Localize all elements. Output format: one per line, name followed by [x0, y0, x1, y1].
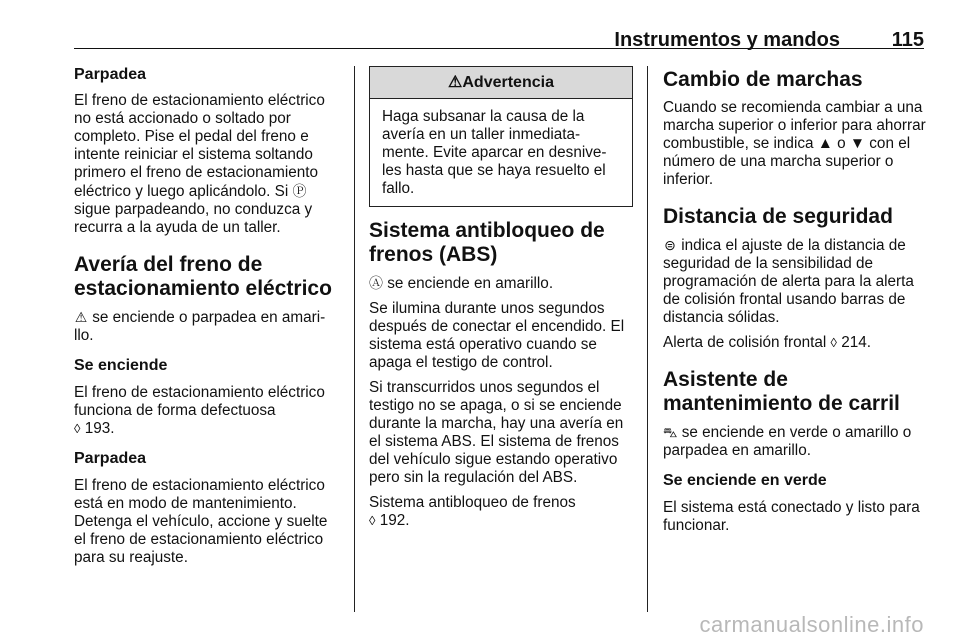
watermark: carmanualsonline.info [699, 612, 924, 637]
warning-icon: ⚠ [448, 74, 463, 91]
abs-paragraph-1: Ⓐ se enciende en amarillo. [369, 275, 554, 292]
averia-paragraph: ⚠ se enciende o parpadea en amari- llo. [74, 309, 326, 344]
warning-text: Haga subsanar la causa de la avería en un taller inmediata- mente. Evite aparcar en desnive- les hasta que se haya resuelto el fallo. [382, 108, 607, 197]
parpadea-paragraph-2: El freno de estacionamiento eléctrico está en modo de mantenimiento. Detenga el vehículo, accione y suelte el freno de estacionamiento eléctrico para su reajuste. [74, 477, 328, 566]
abs-paragraph-3: Si transcurridos unos segundos el testigo no se apaga, o si se enciende durante la marcha, hay una avería en el sistema ABS. El sistema de frenos del vehículo sigue estando operativo pero sin la regulación del ABS. [369, 379, 624, 486]
parpadea-paragraph: El freno de estacionamiento eléctrico no está accionado o soltado por completo. Pise el pedal del freno e intente reiniciar el sistema soltando primero el freno de estacionamiento eléctrico y luego aplicándolo. Si Ⓟ sigue parpadeando, no conduzca y recurra a la ayuda de un taller. [74, 92, 325, 236]
se-enciende-heading: Se enciende [74, 357, 168, 374]
column-2 [369, 66, 633, 537]
page-number: 115 [891, 29, 924, 51]
distance-heading: Distancia de seguridad [663, 205, 893, 228]
gear-paragraph: Cuando se recomienda cambiar a una marcha superior o inferior para ahorrar combustible, se indica ▲ o ▼ con el número de una marcha superior o inferior. [663, 99, 926, 188]
abs-heading: Sistema antibloqueo de frenos (ABS) [369, 219, 605, 266]
header-rule [74, 48, 924, 49]
warning-box [369, 66, 633, 207]
lane-sub-paragraph: El sistema está conectado y listo para funcionar. [663, 499, 920, 534]
brake-fault-icon: ⚠ [74, 309, 88, 325]
page-ref-arrow-icon: ◊ [369, 513, 376, 528]
warning-header [370, 67, 632, 99]
abs-icon: Ⓐ [369, 275, 383, 291]
abs-paragraph-4: Sistema antibloqueo de frenos ◊ 192. [369, 494, 576, 529]
se-enciende-paragraph: El freno de estacionamiento eléctrico funciona de forma defectuosa ◊ 193. [74, 384, 325, 437]
column-divider-2 [647, 66, 648, 612]
distance-paragraph-2: Alerta de colisión frontal ◊ 214. [663, 334, 871, 351]
warning-title: Advertencia [462, 74, 554, 91]
abs-paragraph-2: Se ilumina durante unos segundos después de conectar el encendido. El sistema está operativo cuando se apaga el testigo de control. [369, 300, 625, 371]
column-divider-1 [354, 66, 355, 612]
lane-heading: Asistente de mantenimiento de carril [663, 368, 900, 415]
page-ref-arrow-icon: ◊ [830, 335, 837, 350]
parpadea-heading: Parpadea [74, 66, 147, 83]
column-1 [74, 66, 342, 574]
following-distance-icon: ⊜ [664, 237, 676, 253]
parking-brake-icon: Ⓟ [292, 183, 307, 199]
page-ref-link[interactable]: 214. [841, 334, 871, 351]
column-3 [663, 66, 927, 542]
averia-heading: Avería del freno de estacionamiento eléctrico [74, 253, 332, 300]
page-ref-arrow-icon: ◊ [74, 421, 81, 436]
lane-keep-icon: ⛍ [663, 424, 678, 440]
gear-heading: Cambio de marchas [663, 68, 863, 91]
page-ref-link[interactable]: 192. [379, 512, 410, 529]
lane-subheading: Se enciende en verde [663, 472, 827, 489]
page-header-title: Instrumentos y mandos [614, 29, 840, 51]
page-ref-link[interactable]: 193. [84, 420, 115, 437]
lane-paragraph: ⛍ se enciende en verde o amarillo o parpadea en amarillo. [663, 424, 912, 459]
parpadea-heading-2: Parpadea [74, 450, 147, 467]
distance-paragraph-1: ⊜ indica el ajuste de la distancia de seguridad de la sensibilidad de programación de alerta para la alerta de colisión frontal usando barras de distancia sólidas. [663, 237, 914, 326]
